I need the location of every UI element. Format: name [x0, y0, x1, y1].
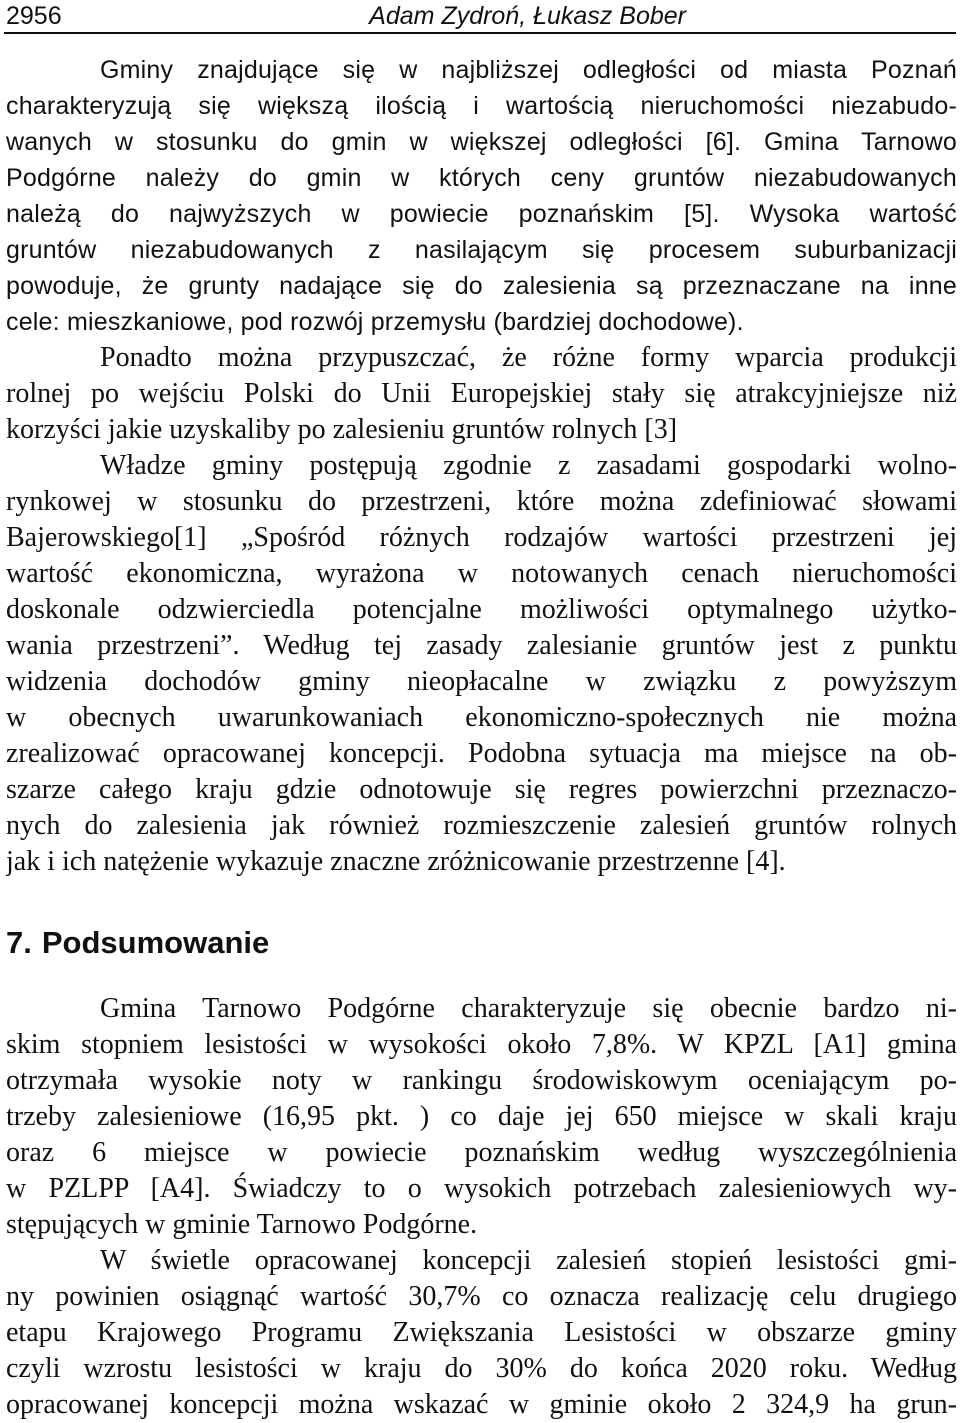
text-line: Gmina Tarnowo Podgórne charakteryzuje się obecnie bardzo ni-: [100, 993, 957, 1024]
text-line: w obecnych uwarunkowaniach ekonomiczno-społecznych nie można: [6, 702, 957, 733]
paragraph-2: [6, 340, 957, 448]
text-line: szarze całego kraju gdzie odnotowuje się regres powierzchni przeznaczo-: [6, 774, 957, 805]
section-title: Podsumowanie: [41, 925, 270, 960]
text-line: Ponadto można przypuszczać, że różne formy wparcia produkcji: [100, 342, 957, 373]
running-header: [4, 0, 956, 34]
text-line: W świetle opracowanej koncepcji zalesień stopień lesistości gmi-: [100, 1245, 957, 1276]
text-line: rolnej po wejściu Polski do Unii Europejskiej stały się atrakcyjniejsze niż: [6, 378, 957, 409]
page-number: 2956: [6, 2, 62, 30]
text-line: widzenia dochodów gminy nieopłacalne w związku z powyższym: [6, 666, 957, 697]
text-line: gruntów niezabudowanych z nasilającym się procesem suburbanizacji: [6, 236, 957, 264]
text-line: Bajerowskiego[1] „Spośród różnych rodzajów wartości przestrzeni jej: [6, 522, 957, 553]
text-line: wartość ekonomiczna, wyrażona w notowanych cenach nieruchomości: [6, 558, 957, 589]
text-line: skim stopniem lesistości w wysokości około 7,8%. W KPZL [A1] gmina: [6, 1029, 957, 1060]
body-text: [6, 52, 957, 1423]
paragraph-1: [6, 52, 957, 340]
section-number: 7.: [6, 925, 32, 960]
section-heading: [6, 917, 957, 969]
paragraph-5: [6, 1243, 957, 1423]
paragraph-3: [6, 448, 957, 880]
text-line: opracowanej koncepcji można wskazać w gminie około 2 324,9 ha grun-: [6, 1389, 957, 1420]
text-line: nych do zalesienia jak również rozmieszczenie zalesień gruntów rolnych: [6, 810, 957, 841]
text-line: Gminy znajdujące się w najbliższej odległości od miasta Poznań: [100, 56, 957, 84]
text-line: cele: mieszkaniowe, pod rozwój przemysłu (bardziej dochodowe).: [6, 308, 744, 336]
text-line: należą do najwyższych w powiecie poznańskim [5]. Wysoka wartość: [6, 200, 957, 228]
text-line: w PZLPP [A4]. Świadczy to o wysokich potrzebach zalesieniowych wy-: [6, 1173, 957, 1204]
text-line: zrealizować opracowanej koncepcji. Podobna sytuacja ma miejsce na ob-: [6, 738, 957, 769]
text-line: doskonale odzwierciedla potencjalne możliwości optymalnego użytko-: [6, 594, 957, 625]
text-line: charakteryzują się większą ilością i wartością nieruchomości niezabudo-: [6, 92, 957, 120]
text-line: korzyści jakie uzyskaliby po zalesieniu gruntów rolnych [3]: [6, 414, 678, 445]
text-line: otrzymała wysokie noty w rankingu środowiskowym oceniającym po-: [6, 1065, 957, 1096]
text-line: czyli wzrostu lesistości w kraju do 30% do końca 2020 roku. Według: [6, 1353, 957, 1384]
text-line: Władze gminy postępują zgodnie z zasadami gospodarki wolno-: [100, 450, 957, 481]
text-line: oraz 6 miejsce w powiecie poznańskim według wyszczególnienia: [6, 1137, 957, 1168]
text-line: etapu Krajowego Programu Zwiększania Lesistości w obszarze gminy: [6, 1317, 957, 1348]
text-line: wanych w stosunku do gmin w większej odległości [6]. Gmina Tarnowo: [6, 128, 957, 156]
text-line: jak i ich natężenie wykazuje znaczne zróżnicowanie przestrzenne [4].: [6, 846, 786, 877]
text-line: stępujących w gminie Tarnowo Podgórne.: [6, 1209, 478, 1240]
text-line: trzeby zalesieniowe (16,95 pkt. ) co daje jej 650 miejsce w skali kraju: [6, 1101, 957, 1132]
text-line: rynkowej w stosunku do przestrzeni, które można zdefiniować słowami: [6, 486, 957, 517]
text-line: wania przestrzeni”. Według tej zasady zalesianie gruntów jest z punktu: [6, 630, 957, 661]
running-header-authors: Adam Zydroń, Łukasz Bober: [369, 2, 686, 30]
text-line: Podgórne należy do gmin w których ceny gruntów niezabudowanych: [6, 164, 957, 192]
text-line: powoduje, że grunty nadające się do zalesienia są przeznaczane na inne: [6, 272, 957, 300]
paragraph-4: [6, 991, 957, 1243]
text-line: ny powinien osiągnąć wartość 30,7% co oznacza realizację celu drugiego: [6, 1281, 957, 1312]
